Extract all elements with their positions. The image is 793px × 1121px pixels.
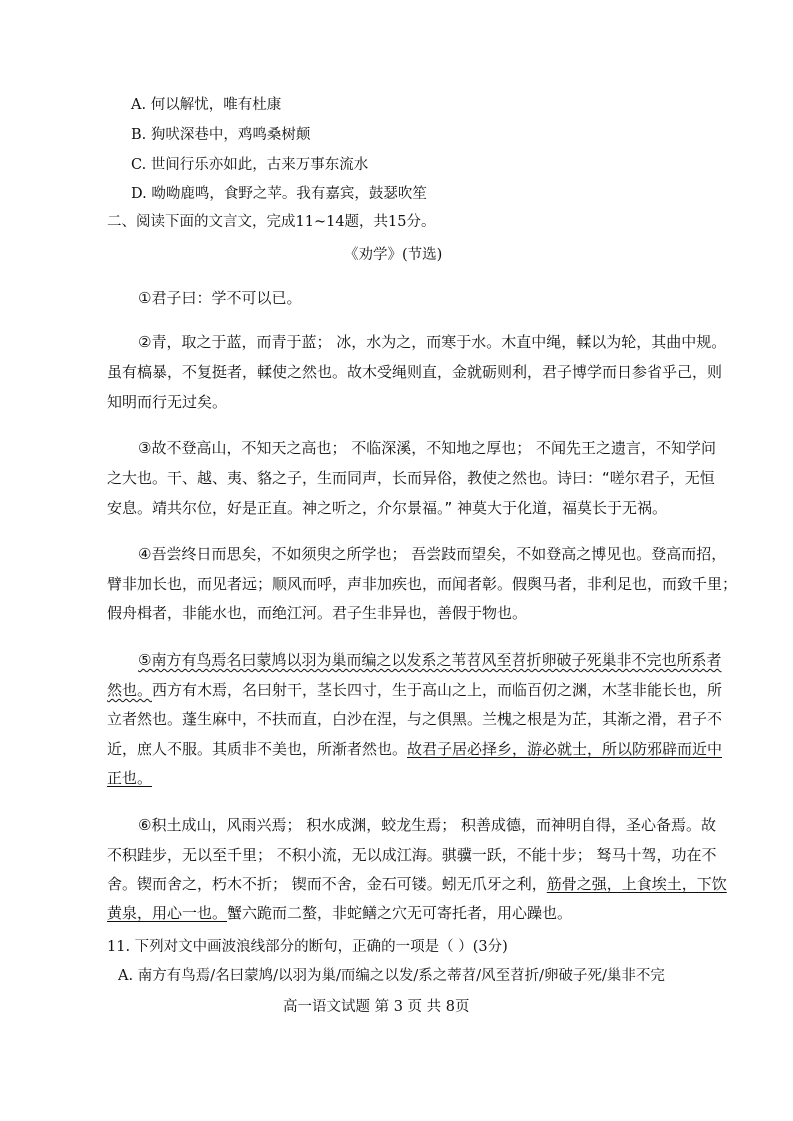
passage-title: 《劝学》(节选) xyxy=(344,247,443,263)
paragraph-6-line-3 xyxy=(107,874,727,894)
option-c: C. 世间行乐亦如此，古来万事东流水 xyxy=(131,157,369,173)
option-a: A. 何以解忧，唯有杜康 xyxy=(131,97,282,113)
paragraph-1: ①君子曰：学不可以已。 xyxy=(138,289,302,307)
option-b: B. 狗吠深巷中，鸡鸣桑树颠 xyxy=(131,127,311,143)
paragraph-2-line-2: 虽有槁暴，不复挺者，輮使之然也。故木受绳则直，金就砺则利，君子博学而日参省乎己，则 xyxy=(107,363,723,381)
paragraph-5-line-4 xyxy=(107,739,722,759)
paragraph-6-line-4 xyxy=(107,903,572,923)
paragraph-5-line-5 xyxy=(107,768,152,788)
paragraph-5-line-2 xyxy=(107,680,722,700)
paragraph-2-line-1: ②青，取之于蓝，而青于蓝； 冰，水为之，而寒于水。木直中绳，輮以为轮，其曲中规。 xyxy=(138,333,727,351)
paragraph-6-line-1: ⑥积土成山，风雨兴焉； 积水成渊，蛟龙生焉； 积善成德，而神明自得，圣心备焉。故 xyxy=(138,816,716,834)
paragraph-5-text: 近，庶人不服。其质非不美也，所渐者然也。 xyxy=(107,740,408,758)
paragraph-5-line-1 xyxy=(138,650,721,670)
paragraph-5-line-3: 立者然也。蓬生麻中，不扶而直，白沙在涅，与之俱黑。兰槐之根是为芷，其渐之滑，君子不 xyxy=(107,710,723,728)
paragraph-4-line-2: 臂非加长也，而见者远；顺风而呼，声非加疾也，而闻者彰。假舆马者，非利足也，而致千里； xyxy=(107,575,738,593)
paragraph-6-text: 蟹六跪而二螯，非蛇鳝之穴无可寄托者，用心躁也。 xyxy=(227,904,573,922)
underlined-text: 正也。 xyxy=(107,769,153,787)
underlined-text: 黄泉，用心一也。 xyxy=(107,904,228,922)
option-d: D. 呦呦鹿鸣，食野之苹。我有嘉宾，鼓瑟吹笙 xyxy=(131,186,427,202)
wavy-underlined-text: 然也。 xyxy=(107,681,153,699)
question-11: 11. 下列对文中画波浪线部分的断句，正确的一项是（ ）(3分) xyxy=(107,939,508,955)
paragraph-3-line-3: 安息。靖共尔位，好是正直。神之听之，介尔景福。” 神莫大于化道，福莫长于无祸。 xyxy=(107,499,668,517)
paragraph-6-line-2: 不积跬步，无以至千里； 不积小流，无以成江海。骐骥一跃，不能十步； 驽马十驾，功在不 xyxy=(107,846,717,864)
underlined-text: 故君子居必择乡，游必就士，所以防邪辟而近中 xyxy=(407,740,723,758)
underlined-text: 筋骨之强，上食埃土，下饮 xyxy=(546,875,727,893)
wavy-underlined-text: ⑤南方有鸟焉名曰蒙鸠以羽为巢而编之以发系之苇苕风至苕折卵破子死巢非不完也所系者 xyxy=(138,651,722,669)
paragraph-4-line-3: 假舟楫者，非能水也，而绝江河。君子生非异也，善假于物也。 xyxy=(107,604,528,622)
paragraph-3-line-2: 之大也。干、越、夷、貉之子，生而同声，长而异俗，教使之然也。诗曰：“嗟尔君子，无恒 xyxy=(107,469,715,487)
section-heading: 二、阅读下面的文言文，完成11~14题，共15分。 xyxy=(107,214,436,230)
paragraph-5-text: 西方有木焉，名曰射干，茎长四寸，生于高山之上，而临百仞之渊，木茎非能长也，所 xyxy=(152,681,723,699)
paragraph-6-text: 舍。锲而舍之，朽木不折； 锲而不舍，金石可镂。蚓无爪牙之利， xyxy=(107,875,547,893)
paragraph-4-line-1: ④吾尝终日而思矣，不如须臾之所学也； 吾尝跂而望矣，不如登高之博见也。登高而招， xyxy=(138,545,727,563)
paragraph-2-line-3: 知明而行无过矣。 xyxy=(107,393,228,411)
question-11-option-a: A. 南方有鸟焉/名曰蒙鸠/以羽为巢/而编之以发/系之蒂苕/风至苕折/卵破子死/巢非不完 xyxy=(118,968,665,984)
page-footer: 高一语文试题 第 3 页 共 8页 xyxy=(283,999,470,1015)
paragraph-3-line-1: ③故不登高山，不知天之高也； 不临深溪，不知地之厚也； 不闻先王之遗言，不知学问 xyxy=(138,439,716,457)
